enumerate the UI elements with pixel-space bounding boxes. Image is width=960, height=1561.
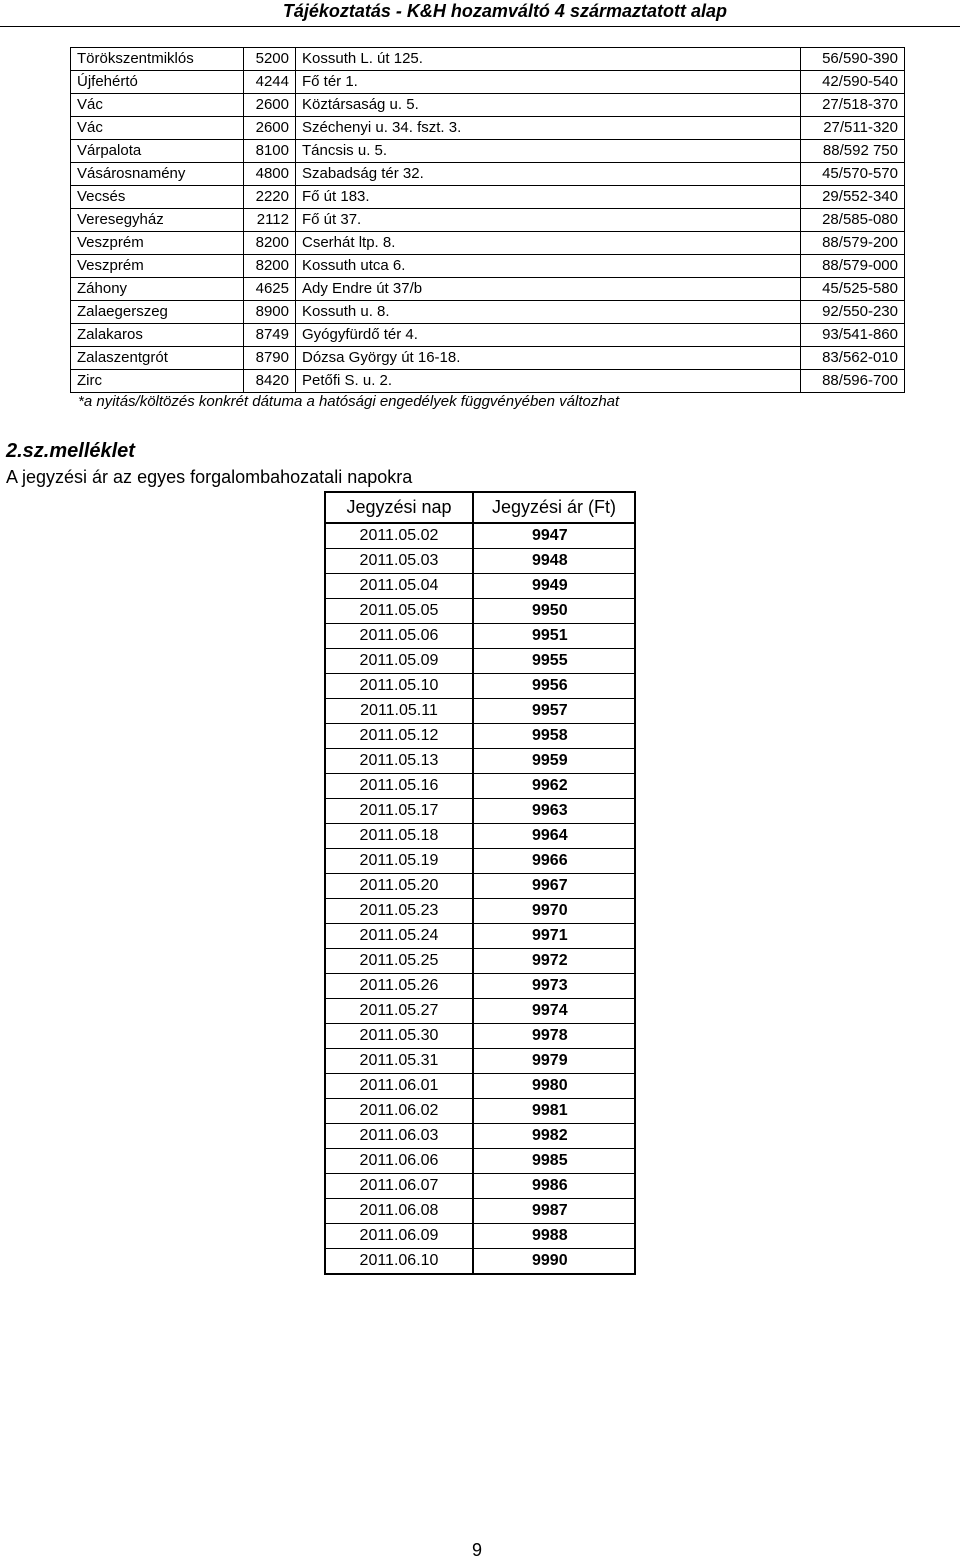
table-row [325,999,635,1024]
table-row [71,209,905,232]
branch-table [70,47,905,393]
branch-phone: 92/550-230 [801,301,905,324]
subscription-date: 2011.05.30 [325,1024,473,1049]
subscription-date: 2011.05.31 [325,1049,473,1074]
subscription-date: 2011.05.02 [325,523,473,549]
subscription-price: 9978 [473,1024,635,1049]
table-row [71,163,905,186]
table-row [325,874,635,899]
subscription-price: 9979 [473,1049,635,1074]
branch-zip: 8749 [244,324,296,347]
subscription-date: 2011.05.24 [325,924,473,949]
table-row [325,1199,635,1224]
subscription-date: 2011.05.17 [325,799,473,824]
branch-phone: 88/592 750 [801,140,905,163]
table-row [325,1224,635,1249]
table-row [325,724,635,749]
column-header-price: Jegyzési ár (Ft) [473,492,635,523]
table-row [325,649,635,674]
table-row [325,523,635,549]
table-row [325,749,635,774]
subscription-price: 9971 [473,924,635,949]
subscription-price: 9988 [473,1224,635,1249]
branch-address: Ady Endre út 37/b [296,278,801,301]
branch-phone: 29/552-340 [801,186,905,209]
table-row [71,94,905,117]
branch-zip: 2220 [244,186,296,209]
branch-address: Kossuth u. 8. [296,301,801,324]
branch-zip: 4244 [244,71,296,94]
subscription-date: 2011.05.03 [325,549,473,574]
branch-phone: 42/590-540 [801,71,905,94]
branch-phone: 88/579-200 [801,232,905,255]
table-row [325,1149,635,1174]
subscription-date: 2011.05.18 [325,824,473,849]
subscription-price: 9959 [473,749,635,774]
subscription-price: 9970 [473,899,635,924]
subscription-date: 2011.05.27 [325,999,473,1024]
table-row [325,1124,635,1149]
table-row [71,71,905,94]
column-header-date: Jegyzési nap [325,492,473,523]
subscription-price: 9966 [473,849,635,874]
table-row [325,849,635,874]
subscription-price: 9980 [473,1074,635,1099]
branch-phone: 56/590-390 [801,48,905,71]
branch-address: Cserhát ltp. 8. [296,232,801,255]
subscription-date: 2011.05.04 [325,574,473,599]
branch-zip: 8900 [244,301,296,324]
subscription-price: 9951 [473,624,635,649]
subscription-price: 9987 [473,1199,635,1224]
price-table-header [325,492,635,523]
subscription-price: 9974 [473,999,635,1024]
branch-phone: 83/562-010 [801,347,905,370]
table-row [325,1024,635,1049]
branch-phone: 28/585-080 [801,209,905,232]
appendix-subtitle: A jegyzési ár az egyes forgalombahozatali napokra [6,467,413,487]
table-row [325,949,635,974]
branch-address: Gyógyfürdő tér 4. [296,324,801,347]
table-row [71,370,905,393]
branch-zip: 8420 [244,370,296,393]
subscription-price: 9957 [473,699,635,724]
branch-address: Kossuth L. út 125. [296,48,801,71]
subscription-price: 9986 [473,1174,635,1199]
table-row [71,48,905,71]
table-row [325,1174,635,1199]
subscription-date: 2011.06.01 [325,1074,473,1099]
branch-phone: 88/579-000 [801,255,905,278]
subscription-price: 9990 [473,1249,635,1275]
subscription-date: 2011.05.11 [325,699,473,724]
subscription-date: 2011.05.19 [325,849,473,874]
subscription-date: 2011.05.09 [325,649,473,674]
table-row [71,278,905,301]
branch-address: Dózsa György út 16-18. [296,347,801,370]
branch-city: Záhony [71,278,244,301]
branch-address: Széchenyi u. 34. fszt. 3. [296,117,801,140]
branch-address: Kossuth utca 6. [296,255,801,278]
branch-city: Vecsés [71,186,244,209]
branch-phone: 93/541-860 [801,324,905,347]
table-row [325,1074,635,1099]
branch-city: Veszprém [71,232,244,255]
branch-phone: 45/525-580 [801,278,905,301]
subscription-price: 9950 [473,599,635,624]
table-row [71,301,905,324]
subscription-price: 9985 [473,1149,635,1174]
subscription-date: 2011.05.13 [325,749,473,774]
subscription-price: 9981 [473,1099,635,1124]
table-row [71,255,905,278]
subscription-price: 9948 [473,549,635,574]
subscription-date: 2011.05.16 [325,774,473,799]
subscription-date: 2011.05.05 [325,599,473,624]
subscription-date: 2011.05.10 [325,674,473,699]
branch-city: Zirc [71,370,244,393]
table-row [71,232,905,255]
table-row [325,974,635,999]
subscription-date: 2011.06.09 [325,1224,473,1249]
branch-address: Fő út 37. [296,209,801,232]
subscription-date: 2011.05.25 [325,949,473,974]
table-row [325,799,635,824]
table-row [325,699,635,724]
price-table [324,491,636,1275]
branch-zip: 2600 [244,117,296,140]
table-row [325,774,635,799]
branch-city: Vásárosnamény [71,163,244,186]
branch-city: Újfehértó [71,71,244,94]
page-title: Tájékoztatás - K&H hozamváltó 4 származtatott alap [282,1,727,21]
subscription-date: 2011.06.02 [325,1099,473,1124]
branch-zip: 4800 [244,163,296,186]
branch-zip: 2112 [244,209,296,232]
subscription-price: 9967 [473,874,635,899]
table-row [325,899,635,924]
branch-address: Köztársaság u. 5. [296,94,801,117]
branch-city: Veresegyház [71,209,244,232]
subscription-date: 2011.05.12 [325,724,473,749]
table-row [71,117,905,140]
subscription-date: 2011.06.07 [325,1174,473,1199]
subscription-price: 9962 [473,774,635,799]
table-row [71,324,905,347]
subscription-price: 9958 [473,724,635,749]
table-row [325,624,635,649]
table-row [325,574,635,599]
branch-zip: 8100 [244,140,296,163]
branch-address: Táncsis u. 5. [296,140,801,163]
branch-city: Zalakaros [71,324,244,347]
table-row [325,599,635,624]
subscription-date: 2011.05.23 [325,899,473,924]
subscription-date: 2011.06.03 [325,1124,473,1149]
table-row [71,186,905,209]
table-row [325,1049,635,1074]
subscription-price: 9949 [473,574,635,599]
branch-city: Várpalota [71,140,244,163]
branch-address: Szabadság tér 32. [296,163,801,186]
table-row [71,347,905,370]
subscription-price: 9964 [473,824,635,849]
branch-phone: 45/570-570 [801,163,905,186]
branch-zip: 8790 [244,347,296,370]
branch-zip: 5200 [244,48,296,71]
branch-city: Zalaegerszeg [71,301,244,324]
table-row [325,1099,635,1124]
table-row [325,924,635,949]
table-row [325,674,635,699]
subscription-price: 9955 [473,649,635,674]
branch-city: Vác [71,117,244,140]
subscription-price: 9963 [473,799,635,824]
branch-zip: 2600 [244,94,296,117]
subscription-date: 2011.06.08 [325,1199,473,1224]
branch-address: Fő tér 1. [296,71,801,94]
subscription-price: 9972 [473,949,635,974]
branch-phone: 88/596-700 [801,370,905,393]
table-row [325,824,635,849]
page-header [0,0,960,27]
branch-city: Zalaszentgrót [71,347,244,370]
page-number: 9 [472,1540,483,1560]
subscription-date: 2011.05.20 [325,874,473,899]
branch-city: Törökszentmiklós [71,48,244,71]
subscription-price: 9947 [473,523,635,549]
table-row [71,140,905,163]
branch-address: Petőfi S. u. 2. [296,370,801,393]
subscription-date: 2011.05.26 [325,974,473,999]
branch-phone: 27/511-320 [801,117,905,140]
branch-zip: 4625 [244,278,296,301]
table-row [325,549,635,574]
branch-zip: 8200 [244,255,296,278]
subscription-date: 2011.05.06 [325,624,473,649]
subscription-price: 9956 [473,674,635,699]
branch-zip: 8200 [244,232,296,255]
appendix-title: 2.sz.melléklet [6,440,135,462]
subscription-date: 2011.06.10 [325,1249,473,1275]
table-row [325,1249,635,1275]
branch-address: Fő út 183. [296,186,801,209]
branch-city: Veszprém [71,255,244,278]
branch-city: Vác [71,94,244,117]
subscription-price: 9973 [473,974,635,999]
subscription-date: 2011.06.06 [325,1149,473,1174]
branch-phone: 27/518-370 [801,94,905,117]
footnote: *a nyitás/költözés konkrét dátuma a hatósági engedélyek függvényében változhat [78,393,620,410]
subscription-price: 9982 [473,1124,635,1149]
